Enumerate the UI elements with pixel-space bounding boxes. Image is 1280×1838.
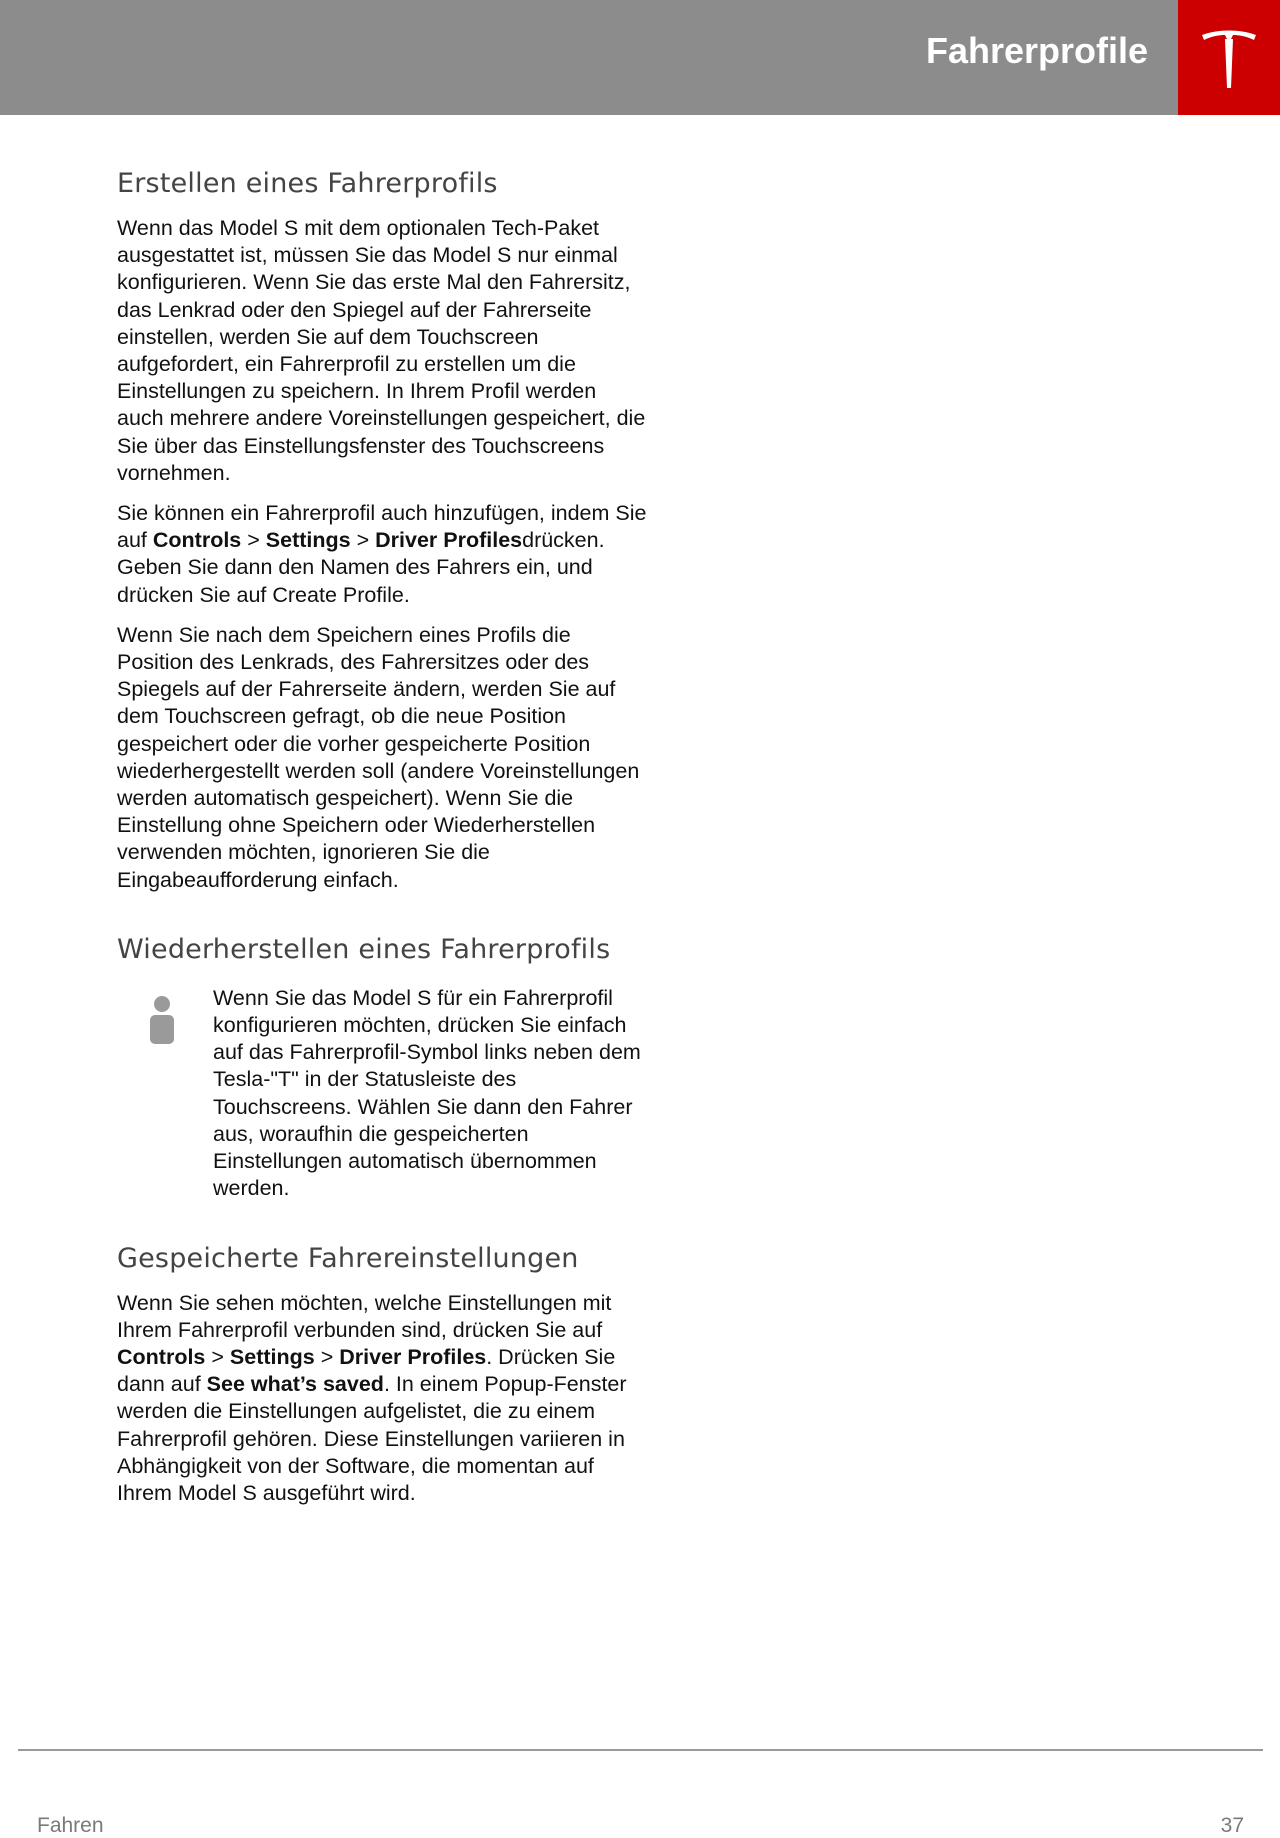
paragraph-save-position: Wenn Sie nach dem Speichern eines Profils die Position des Lenkrads, des Fahrersitzes oder des Spiegels auf der Fahrerseite ändern, werden Sie auf dem Touchscreen gefragt, ob die neue Position gespeichert oder die vorher gespeicherte Position wiederhergestellt werden soll (andere Voreinstellungen werden automatisch gespeichert). Wenn Sie die Einstellung ohne Speichern oder Wiederherstellen verwenden möchten, ignorieren Sie die Eingabeaufforderung einfach. [117,622,640,892]
logo-box [1178,0,1280,115]
footer-divider [18,1749,1263,1751]
note-icon-container [117,985,213,1050]
main-content [117,168,647,1520]
menu-path-see-whats-saved: See what’s saved [206,1372,384,1397]
text-segment: drücken. Geben Sie dann den Namen des Fahrers ein, und drücken Sie auf Create Profile. [117,528,605,607]
header-bar [0,0,1178,115]
paragraph-saved-settings [117,1290,647,1508]
tesla-t-logo-icon [1200,26,1258,90]
section-heading-saved-settings: Gespeicherte Fahrereinstellungen [117,1242,579,1274]
paragraph-add-profile [117,500,647,609]
menu-path-settings: Settings [265,528,351,553]
footer-page-number: 37 [1220,1814,1244,1837]
text-segment: > [205,1344,230,1369]
text-segment: > [350,528,376,553]
footer-section-name: Fahren [37,1814,104,1837]
text-segment: > [241,528,266,553]
text-segment: > [314,1344,340,1369]
text-segment: Wenn Sie sehen möchten, welche Einstellungen mit Ihrem Fahrerprofil verbunden sind, drücken Sie auf [117,1290,612,1342]
menu-path-settings: Settings [229,1344,315,1369]
text-segment: Sie können ein Fahrerprofil auch hinzufügen, indem Sie auf [117,501,647,553]
text-segment: . In einem Popup-Fenster werden die Einstellungen aufgelistet, die zu einem Fahrerprofil gehören. Diese Einstellungen variieren in Abhängigkeit von der Software, die momentan auf Ihrem Model S ausgeführt wird. [117,1372,627,1505]
text-segment: . Drücken Sie dann auf [117,1344,616,1397]
menu-path-driver-profiles: Driver Profiles [339,1344,487,1369]
menu-path-controls: Controls [152,528,242,553]
paragraph-create-intro: Wenn das Model S mit dem optionalen Tech-Paket ausgestattet ist, müssen Sie das Model S nur einmal konfigurieren. Wenn Sie das erste Mal den Fahrersitz, das Lenkrad oder den Spiegel auf der Fahrerseite einstellen, werden Sie auf dem Touchscreen aufgefordert, ein Fahrerprofil zu erstellen um die Einstellungen zu speichern. In Ihrem Profil werden auch mehrere andere Voreinstellungen gespeichert, die Sie über das Einstellungsfenster des Touchscreens vornehmen. [117,216,646,485]
section-heading-restore-profile: Wiederherstellen eines Fahrerprofils [117,933,611,965]
menu-path-controls: Controls [117,1344,206,1369]
menu-path-driver-profiles: Driver Profiles [375,528,523,553]
driver-profile-icon [149,995,175,1045]
note-text: Wenn Sie das Model S für ein Fahrerprofil konfigurieren möchten, drücken Sie einfach auf das Fahrerprofil-Symbol links neben dem Tesla-"T" in der Statusleiste des Touchscreens. Wählen Sie dann den Fahrer aus, woraufhin die gespeicherten Einstellungen automatisch übernommen werden. [213,985,641,1201]
section-heading-create-profile: Erstellen eines Fahrerprofils [117,168,498,199]
note-block [117,985,647,1203]
page-title: Fahrerprofile [925,30,1148,71]
